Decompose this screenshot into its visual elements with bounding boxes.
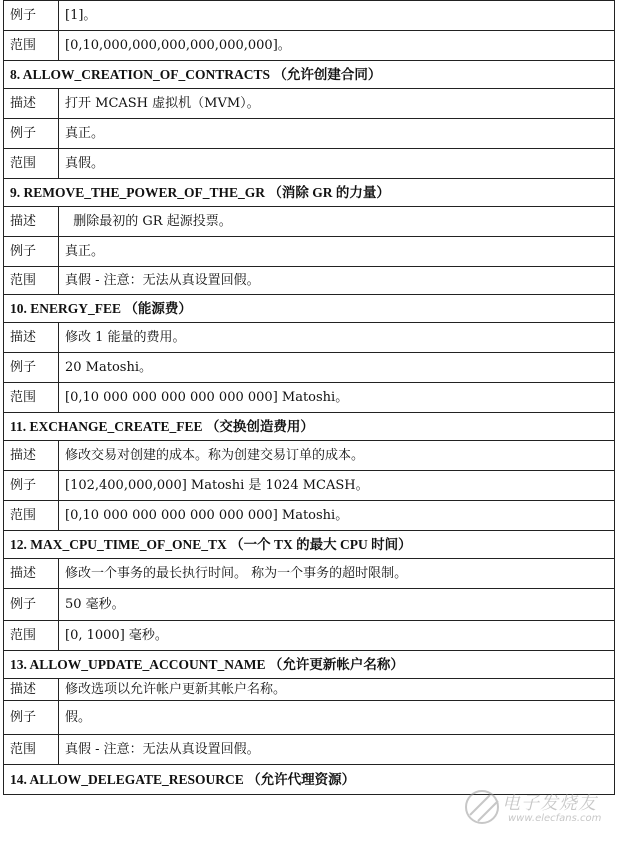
row-value: 真假 - 注意：无法从真设置回假。	[59, 267, 615, 295]
table-row	[4, 149, 615, 179]
row-value: [0,10,000,000,000,000,000,000]。	[59, 31, 615, 61]
row-label: 例子	[4, 237, 59, 267]
table-row	[4, 119, 615, 149]
table-row	[4, 589, 615, 621]
row-label: 范围	[4, 735, 59, 765]
row-value: 修改选项以允许帐户更新其帐户名称。	[59, 679, 615, 701]
table-row	[4, 207, 615, 237]
section-header-row	[4, 651, 615, 679]
table-row	[4, 1, 615, 31]
section-header: 10. ENERGY_FEE （能源费）	[4, 295, 615, 323]
table-row	[4, 237, 615, 267]
row-value: [0,10 000 000 000 000 000 000] Matoshi。	[59, 383, 615, 413]
watermark-logo-icon	[460, 785, 504, 829]
table-row	[4, 471, 615, 501]
watermark-text: 电子发烧友	[502, 793, 597, 814]
table-row	[4, 323, 615, 353]
row-label: 范围	[4, 267, 59, 295]
row-label: 描述	[4, 323, 59, 353]
row-value: 修改 1 能量的费用。	[59, 323, 615, 353]
row-label: 例子	[4, 471, 59, 501]
table-row	[4, 31, 615, 61]
row-label: 描述	[4, 679, 59, 701]
row-value: [1]。	[59, 1, 615, 31]
row-label: 范围	[4, 149, 59, 179]
table-row	[4, 735, 615, 765]
row-label: 范围	[4, 621, 59, 651]
row-label: 例子	[4, 1, 59, 31]
row-label: 描述	[4, 559, 59, 589]
watermark	[460, 785, 610, 833]
table-row	[4, 501, 615, 531]
row-label: 范围	[4, 501, 59, 531]
section-header: 13. ALLOW_UPDATE_ACCOUNT_NAME （允许更新帐户名称）	[4, 651, 615, 679]
section-header: 14. ALLOW_DELEGATE_RESOURCE （允许代理资源）	[4, 765, 615, 795]
section-header: 12. MAX_CPU_TIME_OF_ONE_TX （一个 TX 的最大 CPU 时间）	[4, 531, 615, 559]
table-row	[4, 267, 615, 295]
row-label: 例子	[4, 119, 59, 149]
row-value: [0,10 000 000 000 000 000 000] Matoshi。	[59, 501, 615, 531]
section-header: 8. ALLOW_CREATION_OF_CONTRACTS （允许创建合同）	[4, 61, 615, 89]
row-value: 50 毫秒。	[59, 589, 615, 621]
row-value: 修改交易对创建的成本。称为创建交易订单的成本。	[59, 441, 615, 471]
row-label: 例子	[4, 353, 59, 383]
row-value: [0, 1000] 毫秒。	[59, 621, 615, 651]
row-value: 真正。	[59, 119, 615, 149]
table-row	[4, 621, 615, 651]
section-header-row	[4, 179, 615, 207]
table-row	[4, 701, 615, 735]
watermark-url: www.elecfans.com	[508, 813, 602, 824]
row-value: [102,400,000,000] Matoshi 是 1024 MCASH。	[59, 471, 615, 501]
row-label: 范围	[4, 383, 59, 413]
table-row	[4, 679, 615, 701]
parameter-table-body	[4, 1, 615, 795]
row-value: 真假。	[59, 149, 615, 179]
row-label: 描述	[4, 89, 59, 119]
row-value: 真正。	[59, 237, 615, 267]
section-header-row	[4, 295, 615, 323]
section-header-row	[4, 61, 615, 89]
row-value: 20 Matoshi。	[59, 353, 615, 383]
row-label: 描述	[4, 441, 59, 471]
section-header-row	[4, 531, 615, 559]
table-row	[4, 353, 615, 383]
parameter-table	[3, 0, 615, 795]
table-row	[4, 383, 615, 413]
row-label: 描述	[4, 207, 59, 237]
row-value: 删除最初的 GR 起源投票。	[59, 207, 615, 237]
table-row	[4, 89, 615, 119]
row-value: 假。	[59, 701, 615, 735]
row-value: 真假 - 注意：无法从真设置回假。	[59, 735, 615, 765]
row-value: 打开 MCASH 虚拟机（MVM）。	[59, 89, 615, 119]
row-label: 例子	[4, 589, 59, 621]
row-label: 例子	[4, 701, 59, 735]
section-header-row	[4, 413, 615, 441]
row-label: 范围	[4, 31, 59, 61]
section-header: 11. EXCHANGE_CREATE_FEE （交换创造费用）	[4, 413, 615, 441]
table-row	[4, 441, 615, 471]
row-value: 修改一个事务的最长执行时间。 称为一个事务的超时限制。	[59, 559, 615, 589]
table-row	[4, 559, 615, 589]
section-header: 9. REMOVE_THE_POWER_OF_THE_GR （消除 GR 的力量）	[4, 179, 615, 207]
